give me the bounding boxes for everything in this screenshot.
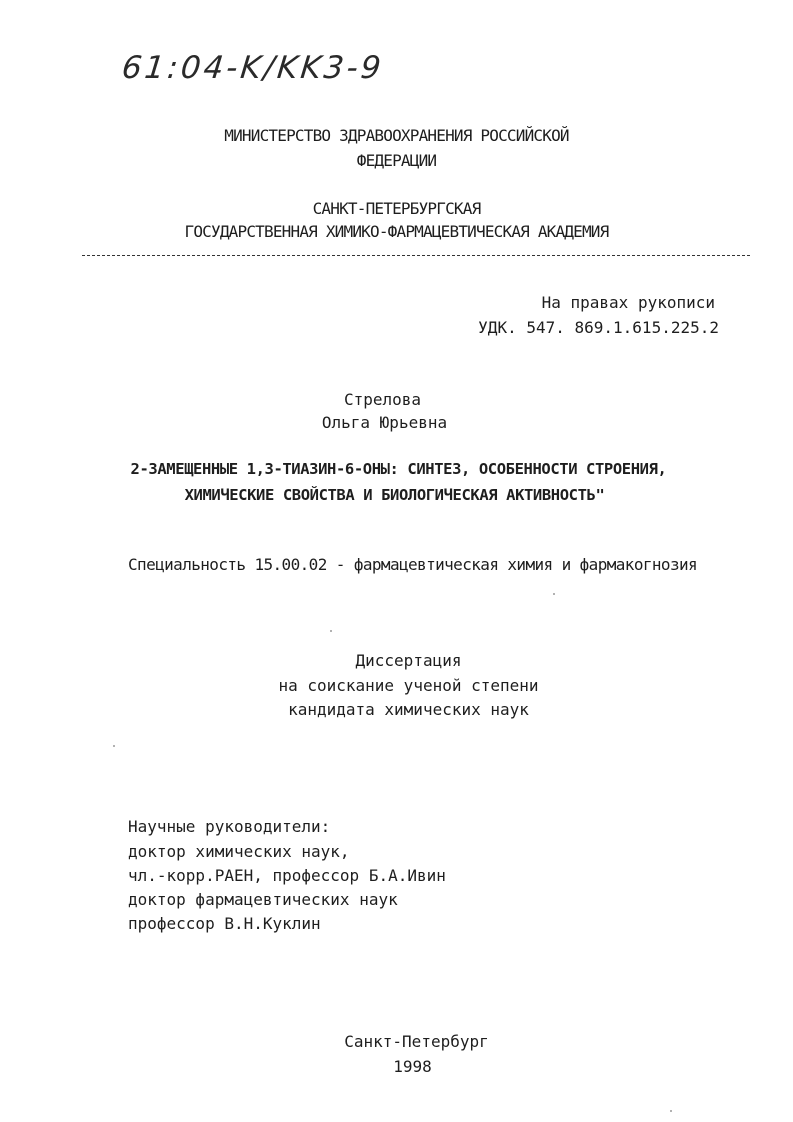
academy-line-2: ГОСУДАРСТВЕННАЯ ХИМИКО-ФАРМАЦЕВТИЧЕСКАЯ АКАДЕМИЯ [184,222,609,241]
specialty-line: Специальность 15.00.02 - фармацевтическая химия и фармакогнозия [128,555,698,574]
archive-number-handwritten: 61:04-K/KK3-9 [120,50,386,86]
thesis-title-line-2: ХИМИЧЕСКИЕ СВОЙСТВА И БИОЛОГИЧЕСКАЯ АКТИВНОСТЬ" [184,486,605,504]
publication-city: Санкт-Петербург [344,1032,489,1051]
supervisor-2-name: профессор В.Н.Куклин [128,914,321,933]
supervisor-1-degree: доктор химических наук, [128,842,350,861]
ministry-line-2: ФЕДЕРАЦИИ [356,151,437,170]
degree-name: кандидата химических наук [288,700,529,719]
scan-speck [670,1110,672,1112]
supervisors-heading: Научные руководители: [128,817,331,836]
udk-code: УДК. 547. 869.1.615.225.2 [478,318,719,337]
academy-line-1: САНКТ-ПЕТЕРБУРГСКАЯ [312,199,481,218]
scan-speck [113,745,115,747]
ministry-line-1: МИНИСТЕРСТВО ЗДРАВООХРАНЕНИЯ РОССИЙСКОЙ [224,126,569,145]
degree-purpose: на соискание ученой степени [278,676,539,695]
author-given-names: Ольга Юрьевна [321,413,448,432]
scan-speck [553,593,555,595]
supervisor-1-name: чл.-корр.РАЕН, профессор Б.А.Ивин [128,866,446,885]
manuscript-rights-label: На правах рукописи [541,293,715,312]
dissertation-label: Диссертация [355,651,462,670]
supervisor-2-degree: доктор фармацевтических наук [128,890,398,909]
author-surname: Стрелова [343,390,422,409]
publication-year: 1998 [393,1057,432,1076]
scan-speck [330,630,332,632]
thesis-title-line-1: 2-ЗАМЕЩЕННЫЕ 1,3-ТИАЗИН-6-ОНЫ: СИНТЕЗ, ОСОБЕННОСТИ СТРОЕНИЯ, [130,460,667,478]
header-divider [82,255,750,256]
